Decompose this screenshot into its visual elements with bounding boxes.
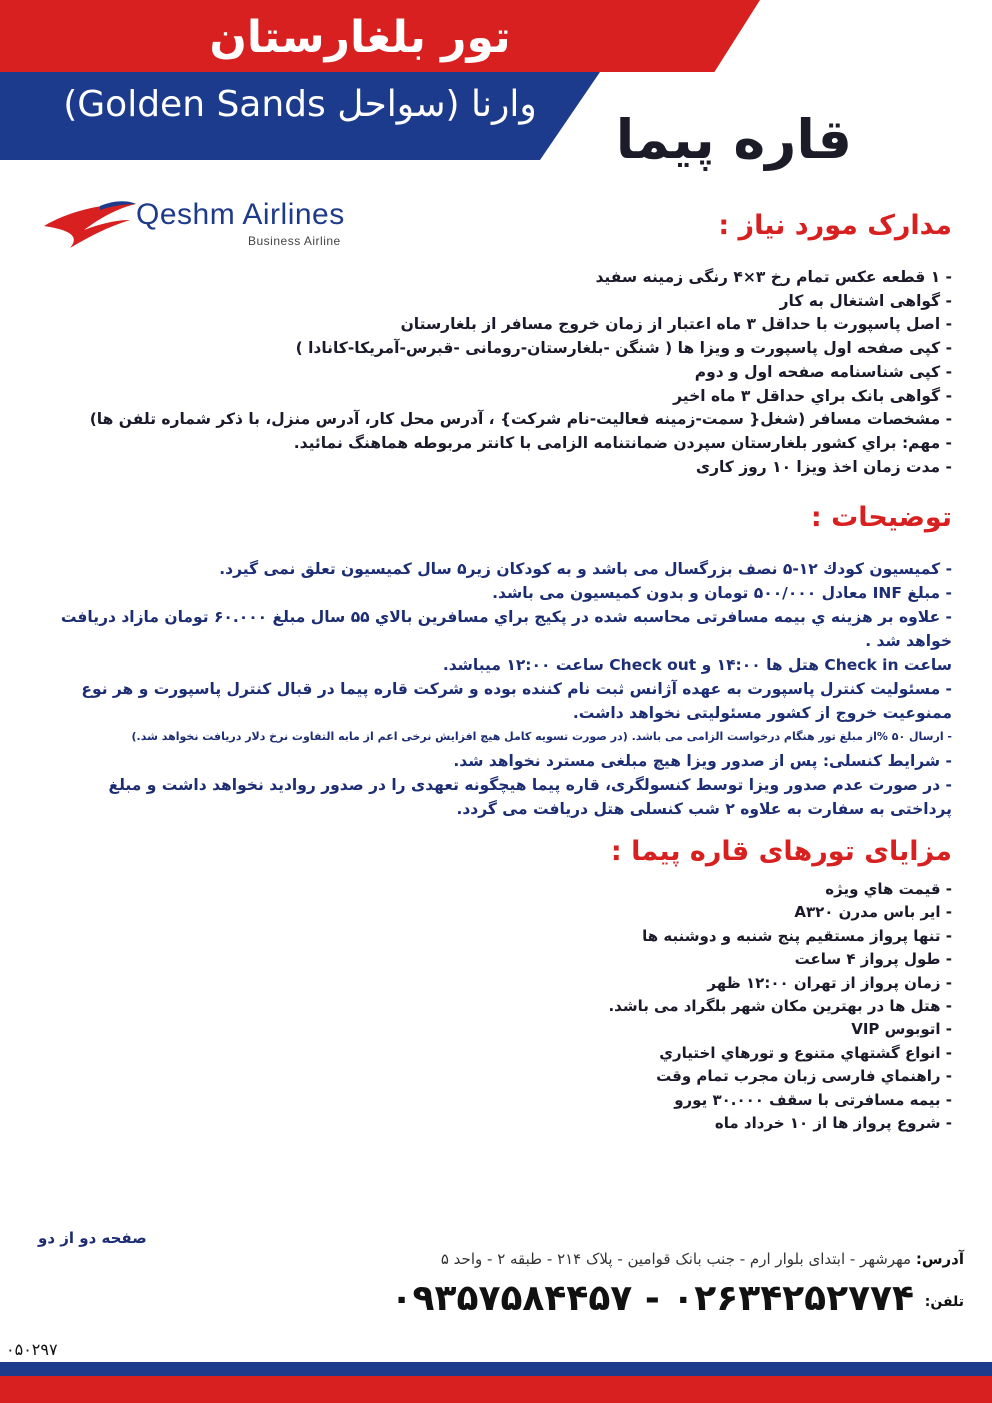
logo-swoosh-icon xyxy=(44,204,136,248)
list-item: - راهنماي فارسی زبان مجرب تمام وقت xyxy=(656,1067,952,1086)
notes-list xyxy=(52,557,952,821)
list-item: - مسئولیت کنترل پاسپورت به عهده آژانس ثبت نام کننده بوده و شرکت قاره پیما در قبال کنترل پاسپورت و هر نوع ممنوعیت خروج از کشور مسئولیتی نخواهد داشت. xyxy=(81,680,952,722)
list-item: - ارسال ۵۰ %از مبلغ تور هنگام درخواست الزامی می باشد. (در صورت تسویه کامل هیچ افزایش نرخی اعم از مابه التفاوت نرخ دلار دریافت نخواهد شد.) xyxy=(131,730,952,743)
list-item: - مدت زمان اخذ ویزا ۱۰ روز کاری xyxy=(695,457,952,476)
list-item: - ۱ قطعه عکس تمام رخ ۳×۴ رنگی زمینه سفید xyxy=(595,268,952,286)
list-item: - انواع گشتهاي متنوع و تورهاي اختیاري xyxy=(659,1043,952,1062)
list-item: - گواهی اشتغال به کار xyxy=(779,291,952,310)
list-item: - کمیسیون کودك ۱۲-۵ نصف بزرگسال می باشد و به کودکان زیر۵ سال کمیسیون تعلق نمی گیرد. xyxy=(219,560,952,578)
address xyxy=(441,1250,964,1268)
agency-brand: قاره پیما xyxy=(615,108,852,171)
list-item: - ایر باس مدرن A۳۲۰ xyxy=(794,903,952,922)
footer-red-band xyxy=(0,1376,992,1403)
list-item: - طول پرواز ۴ ساعت xyxy=(794,950,952,969)
list-item: - مبلغ INF معادل ۵۰۰/۰۰۰ تومان و بدون کمیسیون می باشد. xyxy=(492,584,952,602)
requirements-heading: مدارک مورد نیاز : xyxy=(718,210,952,241)
phone-numbers: ۰۲۶۳۴۲۵۲۷۷۴ - ۰۹۳۵۷۵۸۴۴۵۷ xyxy=(390,1278,914,1319)
list-item: - بیمه مسافرتی با سقف ۳۰.۰۰۰ یورو xyxy=(674,1090,952,1109)
list-item: - اتوبوس VIP xyxy=(851,1020,952,1039)
list-item: - شروع پرواز ها از ۱۰ خرداد ماه xyxy=(714,1114,952,1133)
list-item: - در صورت عدم صدور ویزا توسط کنسولگری، قاره پیما هیچگونه تعهدی را در صدور روادید نخواهد داشت و مبلغ پرداختی به سفارت به علاوه ۲ شب کنسلی هتل دریافت می گردد. xyxy=(108,776,952,818)
airline-tagline: Business Airline xyxy=(248,234,341,248)
list-item: - کپی شناسنامه صفحه اول و دوم xyxy=(694,362,952,381)
list-item: - گواهی بانک براي حداقل ۳ ماه اخیر xyxy=(673,386,952,405)
page-number: صفحه دو از دو xyxy=(38,1229,147,1247)
list-item: - شرایط کنسلی: پس از صدور ویزا هیچ مبلغی مسترد نخواهد شد. xyxy=(453,752,952,770)
page-subtitle: وارنا (سواحل Golden Sands) xyxy=(63,84,537,125)
list-item: - تنها پرواز مستقیم پنج شنبه و دوشنبه ها xyxy=(642,926,952,945)
list-item: ساعت Check in هتل ها ۱۴:۰۰ و Check out ساعت ۱۲:۰۰ میباشد. xyxy=(442,656,952,674)
list-item: - زمان پرواز از تهران ۱۲:۰۰ ظهر xyxy=(707,973,952,992)
list-item: - هتل ها در بهترین مکان شهر بلگراد می باشد. xyxy=(608,997,952,1016)
airline-name: Qeshm Airlines xyxy=(136,198,345,231)
advantages-list xyxy=(608,878,952,1135)
address-label: آدرس: xyxy=(915,1250,964,1268)
list-item: - قیمت هاي ویژه xyxy=(825,880,952,898)
list-item: - اصل پاسپورت با حداقل ۳ ماه اعتبار از زمان خروج مسافر از بلغارستان xyxy=(400,315,952,334)
notes-heading: توضیحات : xyxy=(810,502,952,533)
list-item: - مهم: براي کشور بلغارستان سپردن ضمانتنامه الزامی با کانتر مربوطه هماهنگ نمائید. xyxy=(293,433,952,452)
list-item: - کپی صفحه اول پاسپورت و ویزا ها ( شنگن -بلغارستان-رومانی -قبرس-آمریکا-کانادا ) xyxy=(295,339,952,358)
address-text: مهرشهر - ابتدای بلوار ارم - جنب بانک قوامین - پلاک ۲۱۴ - طبقه ۲ - واحد ۵ xyxy=(440,1250,912,1268)
footer-blue-band xyxy=(0,1362,992,1376)
page-title: تور بلغارستان xyxy=(209,12,511,63)
advantages-heading: مزایای تورهای قاره پیما : xyxy=(610,836,952,867)
list-item: - علاوه بر هزینه ي بیمه مسافرتی محاسبه شده در پکیج براي مسافرین بالاي ۵۵ سال مبلغ ۶۰.۰۰۰ تومان مازاد دریافت خواهد شد . xyxy=(60,608,952,650)
list-item: - مشخصات مسافر (شغل{ سمت-زمینه فعالیت-نام شرکت} ، آدرس محل کار، آدرس منزل، با ذکر شماره تلفن ها) xyxy=(89,410,952,429)
document-code: ۰۵۰۲۹۷ xyxy=(6,1340,58,1359)
phone-label: تلفن: xyxy=(924,1294,964,1310)
requirements-list xyxy=(90,266,952,479)
